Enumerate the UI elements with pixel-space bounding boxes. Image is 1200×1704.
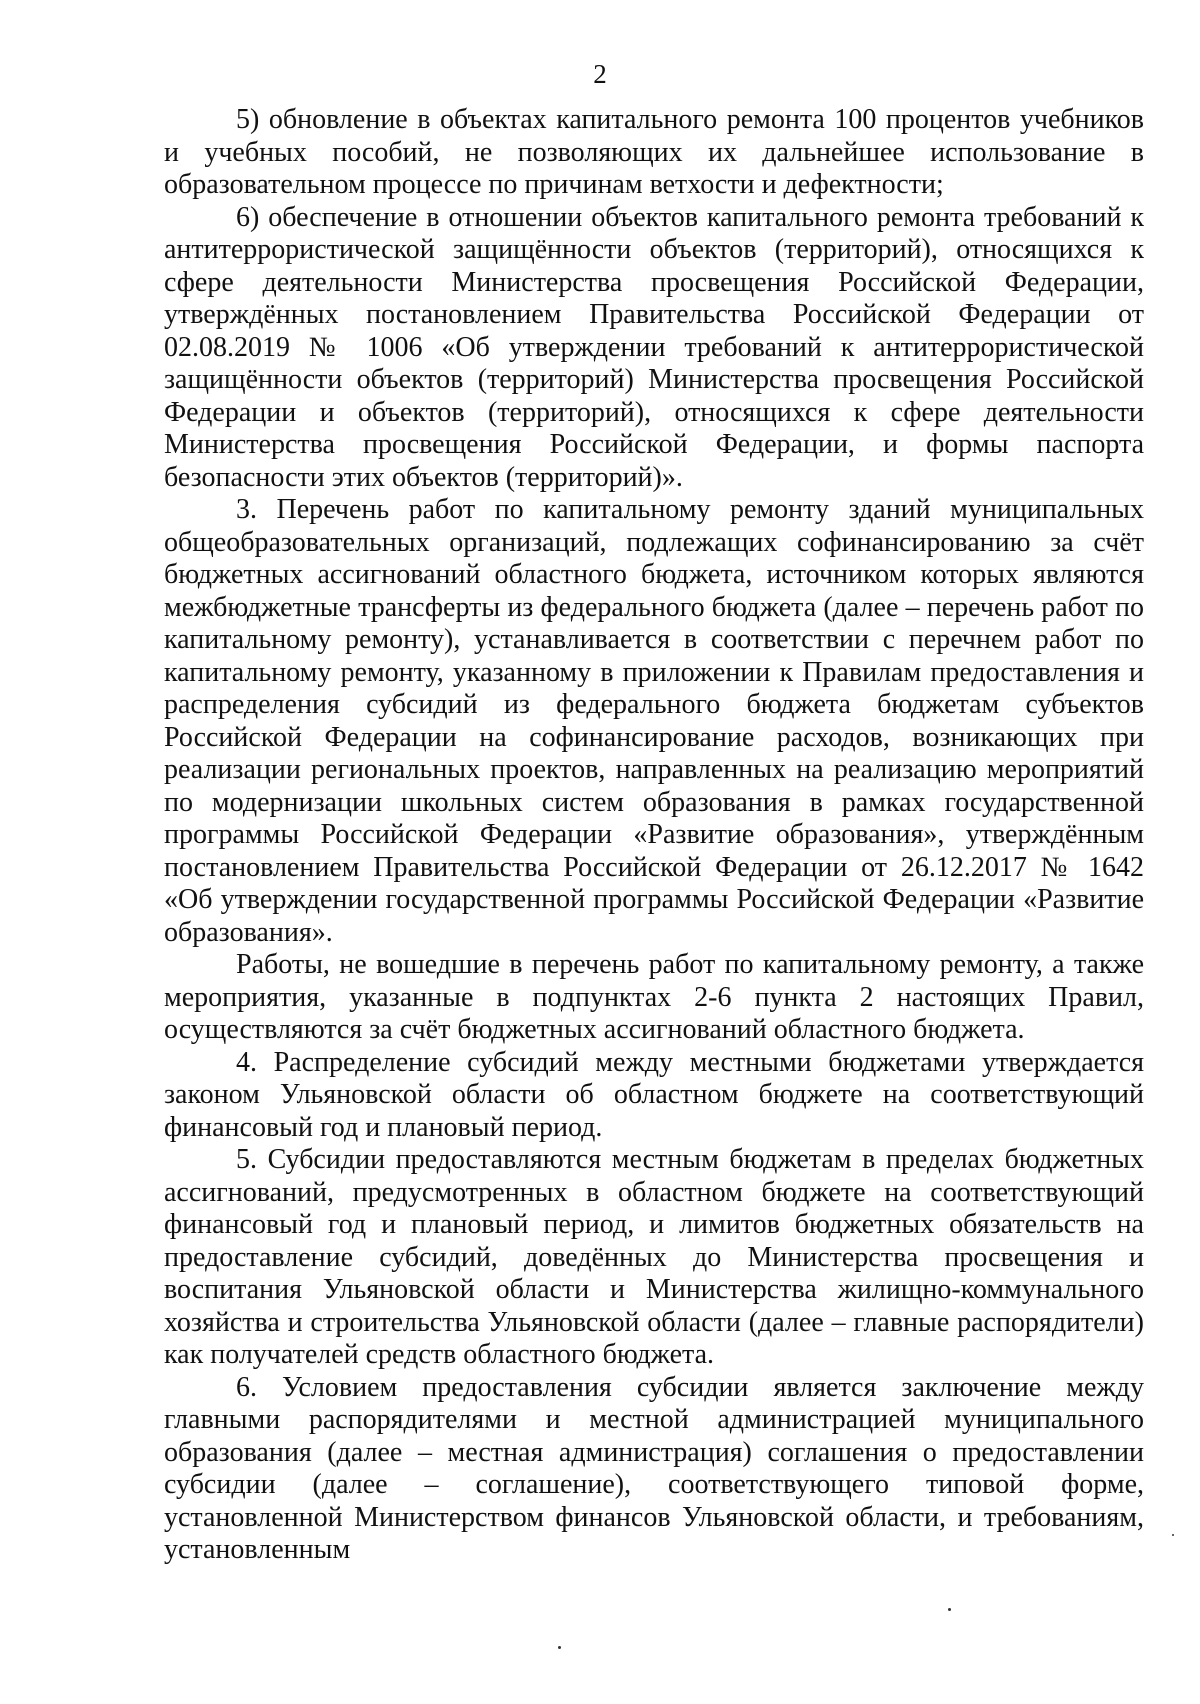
paragraph-works-note: Работы, не вошедшие в перечень работ по капитальному ремонту, а также мероприятия, указанные в подпунктах 2-6 пункта 2 настоящих Правил, осуществляются за счёт бюджетных ассигнований областного бюджета. bbox=[164, 949, 1144, 1045]
paragraph-section-5: 5. Субсидии предоставляются местным бюджетам в пределах бюджетных ассигнований, предусмотренных в областном бюджете на соответствующий финансовый год и плановый период, и лимитов бюджетных обязательств на предоставление субсидий, доведённых до Министерства просвещения и воспитания Ульяновской области и Министерства жилищно-коммунального хозяйства и строительства Ульяновской области (далее – главные распорядители) как получателей средств областного бюджета. bbox=[164, 1144, 1144, 1370]
paragraph-section-4: 4. Распределение субсидий между местными бюджетами утверждается законом Ульяновской области об областном бюджете на соответствующий финансовый год и плановый период. bbox=[164, 1046, 1144, 1143]
scan-speck bbox=[558, 1646, 561, 1649]
paragraph-section-6: 6. Условием предоставления субсидии является заключение между главными распорядителями и местной администрацией муниципального образования (далее – местная администрация) соглашения о предоставлении субсидии (далее – соглашение), соответствующего типовой форме, установленной Министерством финансов Ульяновской области, и требованиям, установленным bbox=[164, 1371, 1144, 1565]
document-body bbox=[164, 104, 1144, 1567]
paragraph-item-6: 6) обеспечение в отношении объектов капитального ремонта требований к антитеррористической защищённости объектов (территорий), относящихся к сфере деятельности Министерства просвещения Российской Федерации, утверждённых постановлением Правительства Российской Федерации от 02.08.2019 № 1006 «Об утверждении требований к антитеррористической защищённости объектов (территорий) Министерства просвещения Российской Федерации и объектов (территорий), относящихся к сфере деятельности Министерства просвещения Российской Федерации, и формы паспорта безопасности этих объектов (территорий)». bbox=[164, 201, 1144, 493]
scan-speck bbox=[1172, 1534, 1174, 1536]
paragraph-item-5: 5) обновление в объектах капитального ремонта 100 процентов учебников и учебных пособий, не позволяющих их дальнейшее использование в образовательном процессе по причинам ветхости и дефектности; bbox=[164, 104, 1144, 200]
scan-speck bbox=[948, 1608, 951, 1611]
page-number: 2 bbox=[593, 59, 607, 89]
paragraph-section-3: 3. Перечень работ по капитальному ремонту зданий муниципальных общеобразовательных организаций, подлежащих софинансированию за счёт бюджетных ассигнований областного бюджета, источником которых являются межбюджетные трансферты из федерального бюджета (далее – перечень работ по капитальному ремонту), устанавливается в соответствии с перечнем работ по капитальному ремонту, указанному в приложении к Правилам предоставления и распределения субсидий из федерального бюджета бюджетам субъектов Российской Федерации на софинансирование расходов, возникающих при реализации региональных проектов, направленных на реализацию мероприятий по модернизации школьных систем образования в рамках государственной программы Российской Федерации «Развитие образования», утверждённым постановлением Правительства Российской Федерации от 26.12.2017 № 1642 «Об утверждении государственной программы Российской Федерации «Развитие образования». bbox=[164, 494, 1144, 948]
